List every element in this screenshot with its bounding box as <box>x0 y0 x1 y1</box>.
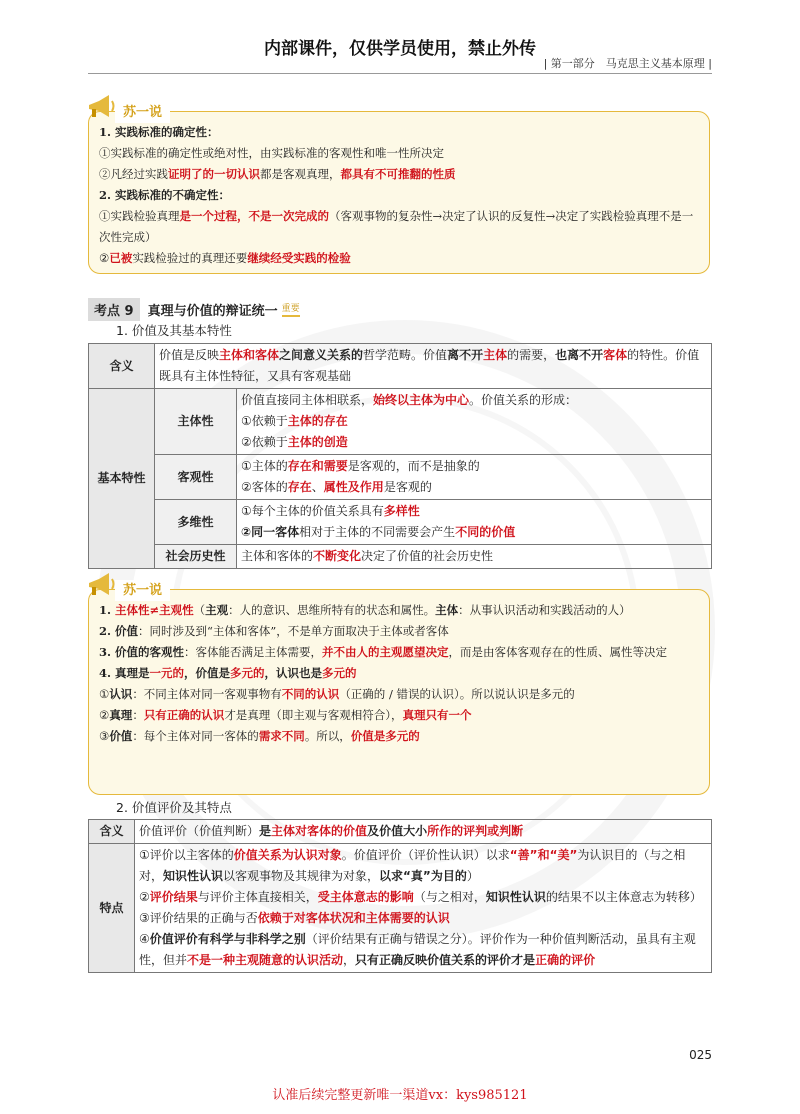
kaodian-title: 真理与价值的辩证统一 <box>147 304 278 319</box>
table-cell-label: 含义 <box>89 344 155 389</box>
tip2-line-6: ②真理：只有正确的认识才是真理（即主观与客观相符合），真理只有一个 <box>99 708 472 722</box>
table-row <box>89 455 712 500</box>
tip2-line-2: 2. 价值：同时涉及到“主体和客体”，不是单方面取决于主体或者客体 <box>99 624 449 638</box>
feature-content: ①主体的存在和需要是客观的，而不是抽象的 ②客体的存在、属性及作用是客观的 <box>237 455 712 500</box>
table-cell-label: 特点 <box>89 844 135 973</box>
table-row <box>89 820 712 844</box>
tip1-line-6: ②已被实践检验过的真理还要继续经受实践的检验 <box>99 251 351 265</box>
megaphone-icon <box>85 570 117 602</box>
kaodian-heading <box>88 298 300 321</box>
page-header-title: 内部课件，仅供学员使用，禁止外传 <box>264 39 536 59</box>
table-row <box>89 344 712 389</box>
table-row <box>89 844 712 973</box>
tip-label: 苏一说 <box>115 102 170 123</box>
table-cell-definition: 价值是反映主体和客体之间意义关系的哲学范畴。价值离不开主体的需要，也离不开客体的特性。价值既具有主体性特征，又具有客观基础 <box>155 344 712 389</box>
tip-header-line <box>189 589 539 590</box>
table-cell-definition: 价值评价（价值判断）是主体对客体的价值及价值大小所作的评判或判断 <box>135 820 712 844</box>
tip1-line-5: ①实践检验真理是一个过程，不是一次完成的（客观事物的复杂性→决定了认识的反复性→决定了实践检验真理不是一次性完成） <box>99 209 694 244</box>
feature-content: 价值直接同主体相联系，始终以主体为中心。价值关系的形成： ①依赖于主体的存在 ②依赖于主体的创造 <box>237 389 712 455</box>
tip-label: 苏一说 <box>115 580 170 601</box>
section-heading-1: 1. 价值及其基本特性 <box>116 323 232 338</box>
megaphone-icon <box>85 92 117 124</box>
tip2-line-1: 1. 主体性≠主观性（主观：人的意识、思维所特有的状态和属性。主体：从事认识活动和实践活动的人） <box>99 603 631 617</box>
table-row <box>89 545 712 569</box>
tip-box-2 <box>88 583 710 795</box>
feature-name: 主体性 <box>155 389 237 455</box>
table-cell-label: 基本特性 <box>89 389 155 569</box>
header-divider <box>88 73 712 74</box>
page-number: 025 <box>689 1048 712 1062</box>
feature-content: 主体和客体的不断变化决定了价值的社会历史性 <box>237 545 712 569</box>
feature-name: 多维性 <box>155 500 237 545</box>
tip1-line-3: ②凡经过实践证明了的一切认识都是客观真理，都具有不可推翻的性质 <box>99 167 456 181</box>
tip1-line-2: ①实践标准的确定性或绝对性，由实践标准的客观性和唯一性所决定 <box>99 146 444 160</box>
value-table <box>88 343 712 569</box>
table-row <box>89 389 712 455</box>
feature-name: 社会历史性 <box>155 545 237 569</box>
evaluation-table <box>88 819 712 973</box>
table-cell-label: 含义 <box>89 820 135 844</box>
tip2-line-3: 3. 价值的客观性：客体能否满足主体需要，并不由人的主观愿望决定，而是由客体客观存在的性质、属性等决定 <box>99 645 668 659</box>
tip-box-1 <box>88 105 710 274</box>
kaodian-tag: 考点 9 <box>88 298 140 321</box>
tip2-line-4: 4. 真理是一元的，价值是多元的，认识也是多元的 <box>99 666 357 680</box>
important-badge: 重要 <box>282 303 300 317</box>
tip-header-line <box>189 111 539 112</box>
table-row <box>89 500 712 545</box>
tip1-line-4: 2. 实践标准的不确定性： <box>99 188 231 202</box>
footer-notice: 认准后续完整更新唯一渠道vx：kys985121 <box>272 1088 528 1103</box>
feature-name: 客观性 <box>155 455 237 500</box>
page-header-subtitle: | 第一部分 马克思主义基本原理 | <box>543 57 712 70</box>
tip1-line-1: 1. 实践标准的确定性： <box>99 125 219 139</box>
feature-content: ①每个主体的价值关系具有多样性 ②同一客体相对于主体的不同需要会产生不同的价值 <box>237 500 712 545</box>
table-cell-features: ①评价以主客体的价值关系为认识对象。价值评价（评价性认识）以求“善”和“美”为认识目的（与之相对，知识性认识以客观事物及其规律为对象，以求“真”为目的） ②评价结果与评价主体直接相关，受主体意志的影响（与之相对，知识性认识的结果不以主体意志为转移） ③评价结果的正确与否依赖于对客体状况和主体需要的认识 ④价值评价有科学与非科学之别（评价结果有正确与错误之分）。评价作为一种价值判断活动，虽具有主观性，但并不是一种主观随意的认识活动，只有正确反映价值关系的评价才是正确的评价 <box>135 844 712 973</box>
tip2-line-5: ①认识：不同主体对同一客观事物有不同的认识（正确的 / 错误的认识）。所以说认识是多元的 <box>99 687 575 701</box>
section-heading-2: 2. 价值评价及其特点 <box>116 800 232 815</box>
tip2-line-7: ③价值：每个主体对同一客体的需求不同。所以，价值是多元的 <box>99 729 420 743</box>
